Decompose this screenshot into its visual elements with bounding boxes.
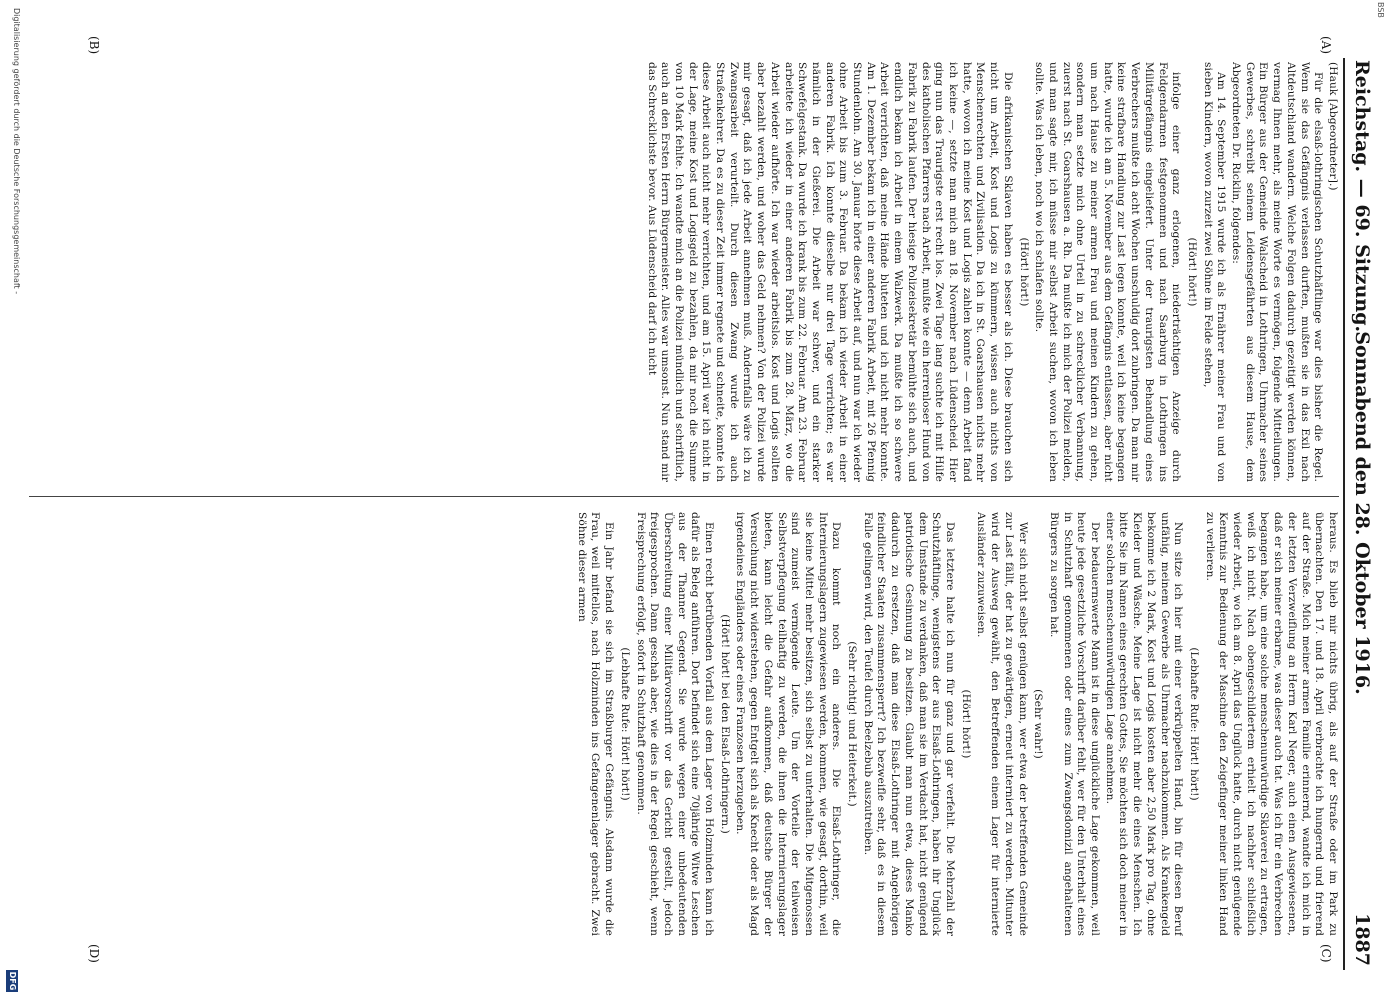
header-page-number: 1887 xyxy=(1351,913,1373,966)
paragraph: Einen recht betrübenden Vorfall aus dem Lager von Holzminden kann ich dafür als Beleg anführen. Dort befindet sich eine 70jährige Witwe Leschen aus der Thanner Gegend. Sie wurde wegen einer unbedeutenden Überschreitung einer Militärvorschrift vor das Gericht gestellt, jedoch freigesprochen. Dann geschah aber, wie dies in der Regel geschieht, wenn Freisprechung erfolgt, sofort in Schutzhaft genommen. xyxy=(634,512,716,936)
interjection: (Lebhafte Rufe: Hört! hört!) xyxy=(618,647,631,801)
page-header xyxy=(1347,60,1377,966)
interjection: (Lebhafte Rufe: Hört! hört!) xyxy=(1187,647,1200,801)
interjection: (Hört! hört!) xyxy=(1185,237,1198,307)
interjection: (Hört! hört! bei den Elsaß-Lothringern.) xyxy=(718,614,731,834)
paragraph: infolge einer ganz erlogenen, niederträchtigen Anzeige durch Feldgendarmen festgenommen und nach Saarburg in Lothringen ins Militärgefängnis eingeliefert. Unter der traurigsten Behandlung eines Verbrechers mußte ich acht Wochen unschuldig dort zubringen. Da man mir keine strafbare Handlung zur Last legen konnte, weil ich keine begangen hatte, wurde ich am 5. November aus dem Gefängnis entlassen, aber nicht um nach Hause zu meiner armen Frau und meinen Kindern zu gehen, sondern man setzte mich ohne Urteil in zu schrecklicher Verbannung, zuerst nach St. Goarshausen a. Rh. Da mußte ich mich der Polizei melden, und man sagte mir, ich müsse mir selbst Arbeit suchen, wovon ich leben sollte. Was ich leben, noch wo ich schlafen sollte. xyxy=(1033,62,1183,482)
margin-marker-d: (D) xyxy=(87,944,101,963)
paragraph: heraus. Es blieb mir nichts übrig, als auf der Straße oder im Park zu übernachten. Den 17. und 18. April verbrachte ich hungernd und frierend auf der Straße. Mich meiner armen Familie erinnernd, wandte ich mich in der letzten Verzweiflung an Herrn Karl Neger, auch einen Ausgewiesenen, daß er sich meiner erbarme, was dieser auch tat. Was ich für ein Verbrechen begangen habe, um eine solche menschenunwürdige Sklaverei zu ertragen, weiß ich nicht. Nach obengeschildertem erhielt ich nachher schließlich wieder Arbeit, wo ich am 8. April das Unglück hatte, durch nicht genügende Kenntnis zur Bedienung der Maschine den Zeigefinger meiner linken Hand zu verlieren. xyxy=(1203,512,1339,936)
paragraph: Für die elsaß-lothringischen Schutzhäftlinge war dies bisher die Regel. Wenn sie das Gefängnis verlassen durften, mußten sie in das Exil nach Altdeutschland wandern. Welche Folgen dadurch gezeitigt werden können, vermag Ihnen mehr, als meine Worte es vermögen, folgende Mitteilungen. Ein Bürger aus der Gemeinde Walscheid in Lothringen, Uhrmacher seines Gewerbes, schreibt seinem Leidensgefährten aus diesem Hause, dem Abgeordneten Dr. Ricklin, folgendes: xyxy=(1230,62,1325,482)
margin-marker-c: (C) xyxy=(1319,944,1333,963)
paragraph: Dazu kommt noch ein anderes. Die Elsaß-Lothringer, die Internierungslagern zugewiesen werden, kommen, wie gesagt, dorthin, weil sie keine Mittel mehr besitzen, sich selbst zu unterhalten. Die Mitgenossen sind zumeist vermögende Leute. Um der Vorteile der teilweisen Selbstverpflegung teilhaftig zu werden, die ihnen die Internierungslager bieten, kann leicht die Gefahr aufkommen, daß deutsche Bürger der Versuchung nicht widerstehen, gegen Entgelt sich als Knecht oder als Magd irgendeines Engländers oder eines Franzosen herzugeben. xyxy=(734,512,843,936)
paragraph: Am 14. September 1915 wurde ich als Ernährer meiner Frau und von sieben Kindern, wovon zurzeit zwei Söhne im Felde stehen, xyxy=(1201,62,1228,482)
paragraph: Wer sich nicht selbst genügen kann, wer etwa der betreffenden Gemeinde zur Last fällt, der hat zu gewärtigen, erneut interniert zu werden. Mitunter wird der Ausweg gewählt, den Betreffenden einem Lager für internierte Ausländer zuzuweisen. xyxy=(975,512,1029,936)
header-session: Reichstag. — 69. Sitzung. xyxy=(1351,60,1373,333)
header-date: Sonnabend den 28. Oktober 1916. xyxy=(1351,331,1373,695)
digitization-credit: Digitalisierung gefördert durch die Deutsche Forschungsgemeinschaft - xyxy=(12,8,21,295)
interjection: (Hört! hört!) xyxy=(1017,237,1030,307)
paragraph: Die afrikanischen Sklaven haben es besser als ich. Diese brauchen sich nicht um Arbeit, Kost und Logis zu kümmern, wissen auch nichts von Menschenrechten und Zivilisation. Da ich in St. Goarshausen nichts mehr hatte, wovon ich meine Kost und Logis zahlen konnte — denn Arbeit fand ich keine —, setzte man mich am 18. November nach Lüdenscheid. Hier ging nun das Traurigste erst recht los. Zwei Tage lang suchte ich mit Hilfe des katholischen Pfarrers nach Arbeit, mußte wie ein herrenloser Hund von Fabrik zu Fabrik laufen. Der hiesige Polizeisekretär bemühte sich auch, und endlich bekam ich Arbeit in einem Walzwerk. Da mußte ich so schwere Arbeit verrichten, daß meine Hände bluteten und ich nicht mehr konnte. Am 1. Dezember bekam ich in einer anderen Fabrik Arbeit, mit 26 Pfennig Stundenlohn. Am 30. Januar hörte diese Arbeit auf, und nun war ich wieder ohne Arbeit bis zum 3. Februar. Da bekam ich wieder Arbeit in einer anderen Fabrik. Ich konnte dieselbe nur drei Tage verrichten; es war nämlich in der Gießerei. Die Arbeit war schwer, und ein starker Schwefelgestank. Da wurde ich krank bis zum 22. Februar. Am 23. Februar arbeitete ich wieder in einer anderen Fabrik bis zum 28. März, wo die Arbeit wieder aufhörte. Ich war wieder arbeitslos. Kost und Logis sollten aber bezahlt werden, und woher das Geld nehmen? Von der Polizei wurde mir gesagt, daß ich jede Arbeit annehmen muß. Andernfalls wäre ich zu Zwangsarbeit verurteilt. Durch diesen Zwang wurde ich auch Straßenkehrer. Da es zu dieser Zeit immer regnete und schneite, konnte ich diese Arbeit auch nicht mehr verrichten, und am 15. April war ich nicht in der Lage, meine Kost und Logisgeld zu bezahlen, da mir noch die Summe von 10 Mark fehlte. Ich wandte mich an die Polizei mündlich und schriftlich, auch an den Ersten Herrn Bürgermeister. Alles war umsonst. Nun stand mir das Schrecklichste bevor. Aus Lüdenscheid darf ich nicht xyxy=(645,62,1014,482)
paragraph: Der bedauernswerte Mann ist in diese unglückliche Lage gekommen, weil heute jede gesetzliche Vorschrift darüber fehlt, wer für den Unterhalt eines in Schutzhaft genommenen oder eines zum Zwangsdomizil angehaltenen Bürgers zu sorgen hat. xyxy=(1047,512,1102,936)
interjection: (Hört! hört!) xyxy=(959,689,972,759)
interjection: (Sehr richtig! und Heiterkeit.) xyxy=(846,641,859,807)
bsb-tag: BSB xyxy=(1376,2,1385,18)
paragraph: Ein Jahr befand sie sich im Straßburger Gefängnis. Alsdann wurde die Frau, weil mittellos, nach Holzminden ins Gefangenenlager gebracht. Zwei Söhne dieser armen xyxy=(575,512,616,936)
header-rule xyxy=(1343,58,1345,970)
paragraph: Nun sitze ich hier mit einer verkrüppelten Hand, bin für diesen Beruf unfähig, meinem Gewerbe als Uhrmacher nachzukommen. Als Krankengeld bekomme ich 2 Mark, Kost und Logis kosten aber 2,50 Mark pro Tag, ohne Kleider und Wäsche. Meine Lage ist nicht mehr die eines Menschen. Ich bitte Sie im Namen eines gerechten Gottes, Sie möchten sich doch meiner in einer solchen menschenunwürdigen Lage annehmen. xyxy=(1103,512,1185,936)
interjection: (Sehr wahr!) xyxy=(1032,689,1045,759)
left-text-column xyxy=(24,62,1339,482)
margin-marker-b: (B) xyxy=(87,36,101,55)
paragraph: (Hauk [Abgeordneter].) xyxy=(1327,62,1339,191)
margin-marker-a: (A) xyxy=(1319,36,1333,55)
dfg-logo: DFG xyxy=(8,971,17,991)
paragraph: Das letztere halte ich nun für ganz und gar verfehlt. Die Mehrzahl der Schutzhäftlinge, wenigstens der aus Elsaß-Lothringen, haben ihr Unglück dem Umstande zu verdanken, daß man sie im Verdacht hat, nicht genügend patriotische Gesinnung zu besitzen. Glaubt man nun etwa, dieses Manko dadurch zu ersetzen, daß man diese Elsaß-Lothringer mit Angehörigen feindlicher Staaten zusammensperrt? Ich bezweifle sehr, daß es in diesem Falle gelingen wird, den Teufel durch Beelzebub auszutreiben. xyxy=(861,512,957,936)
right-text-column xyxy=(24,512,1339,936)
column-divider xyxy=(29,496,1339,497)
